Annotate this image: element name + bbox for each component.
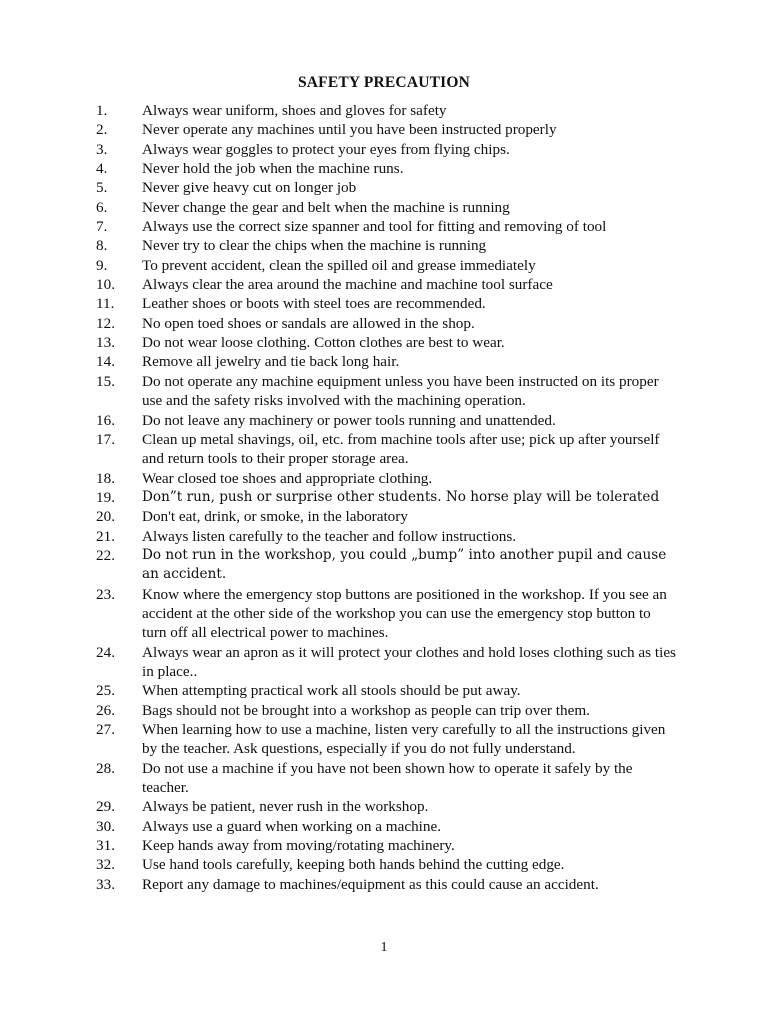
item-number: 17. — [96, 430, 115, 448]
item-text: Never try to clear the chips when the machine is running — [142, 237, 487, 255]
item-number: 6. — [96, 198, 108, 216]
item-text: Do not leave any machinery or power tools running and unattended. — [142, 411, 556, 429]
list-item — [0, 855, 677, 874]
item-number: 25. — [96, 682, 115, 700]
item-number: 8. — [96, 237, 108, 255]
list-item — [0, 681, 677, 700]
item-text: When attempting practical work all stools should be put away. — [142, 682, 521, 700]
list-item — [0, 701, 677, 720]
item-text: Never operate any machines until you have been instructed properly — [142, 121, 557, 139]
list-item — [0, 101, 677, 120]
safety-precaution-list — [0, 101, 677, 894]
item-text: Remove all jewelry and tie back long hair. — [142, 353, 400, 371]
item-number: 2. — [96, 121, 108, 139]
item-number: 5. — [96, 179, 108, 197]
item-number: 23. — [96, 585, 115, 603]
item-text: Never give heavy cut on longer job — [142, 179, 357, 197]
item-text: Always use a guard when working on a machine. — [142, 817, 442, 835]
item-number: 11. — [96, 295, 115, 313]
item-text: Leather shoes or boots with steel toes are recommended. — [142, 295, 486, 313]
list-item — [0, 875, 677, 894]
list-item — [0, 643, 677, 682]
list-item — [0, 759, 677, 798]
list-item — [0, 546, 677, 585]
list-item — [0, 198, 677, 217]
item-number: 24. — [96, 643, 115, 661]
item-number: 30. — [96, 817, 115, 835]
list-item — [0, 294, 677, 313]
item-number: 20. — [96, 508, 115, 526]
list-item — [0, 256, 677, 275]
item-number: 19. — [96, 488, 115, 506]
item-text: Always wear an apron as it will protect your clothes and hold loses clothing such as ties in place.. — [142, 643, 676, 680]
item-text: Bags should not be brought into a workshop as people can trip over them. — [142, 701, 590, 719]
list-item — [0, 236, 677, 255]
item-number: 9. — [96, 256, 108, 274]
list-item — [0, 333, 677, 352]
item-text: Always wear goggles to protect your eyes from flying chips. — [142, 140, 510, 158]
item-text: Never change the gear and belt when the machine is running — [142, 198, 510, 216]
item-number: 16. — [96, 411, 115, 429]
list-item — [0, 178, 677, 197]
list-item — [0, 836, 677, 855]
item-text: Clean up metal shavings, oil, etc. from machine tools after use; pick up after yourself and return tools to their proper storage area. — [142, 430, 660, 468]
item-text: Keep hands away from moving/rotating machinery. — [142, 837, 455, 855]
document-title: SAFETY PRECAUTION — [297, 74, 471, 91]
item-text: Do not use a machine if you have not been shown how to operate it safely by the teacher. — [142, 759, 633, 797]
item-text: Do not operate any machine equipment unless you have been instructed on its proper use and the safety risks involved with the machining operation. — [142, 372, 659, 410]
item-number: 32. — [96, 856, 115, 874]
item-text: Report any damage to machines/equipment as this could cause an accident. — [142, 875, 599, 893]
item-text: To prevent accident, clean the spilled oil and grease immediately — [142, 256, 536, 274]
item-text: Always wear uniform, shoes and gloves for safety — [142, 102, 447, 119]
item-text: No open toed shoes or sandals are allowed in the shop. — [142, 314, 475, 332]
item-text: When learning how to use a machine, listen very carefully to all the instructions given by the teacher. Ask questions, especially if you do not fully understand. — [142, 721, 666, 758]
item-number: 3. — [96, 140, 108, 158]
list-item — [0, 817, 677, 836]
list-item — [0, 411, 677, 430]
list-item — [0, 140, 677, 159]
item-number: 31. — [96, 837, 115, 855]
item-text: Never hold the job when the machine runs. — [142, 160, 404, 178]
item-number: 29. — [96, 798, 115, 816]
item-text: Use hand tools carefully, keeping both hands behind the cutting edge. — [142, 856, 565, 874]
item-number: 22. — [96, 546, 115, 564]
list-item — [0, 469, 677, 488]
item-number: 10. — [96, 276, 115, 294]
list-item — [0, 507, 677, 526]
list-item — [0, 120, 677, 139]
list-item — [0, 217, 677, 236]
item-number: 12. — [96, 314, 115, 332]
item-number: 21. — [96, 527, 115, 545]
item-text: Do not run in the workshop, you could „bump” into another pupil and cause an accident. — [142, 546, 667, 583]
list-item — [0, 352, 677, 371]
item-number: 26. — [96, 701, 115, 719]
item-number: 14. — [96, 353, 115, 371]
item-number: 18. — [96, 469, 115, 487]
item-number: 4. — [96, 160, 108, 178]
item-text: Don”t run, push or surprise other students. No horse play will be tolerated — [142, 488, 660, 505]
item-text: Don't eat, drink, or smoke, in the laboratory — [142, 508, 408, 526]
item-number: 28. — [96, 759, 115, 777]
list-item — [0, 585, 677, 643]
list-item — [0, 159, 677, 178]
list-item — [0, 797, 677, 816]
item-number: 15. — [96, 372, 115, 390]
item-text: Do not wear loose clothing. Cotton clothes are best to wear. — [142, 334, 505, 352]
item-number: 13. — [96, 334, 115, 352]
list-item — [0, 527, 677, 546]
item-text: Wear closed toe shoes and appropriate clothing. — [142, 469, 433, 487]
list-item — [0, 275, 677, 294]
item-number: 27. — [96, 721, 115, 738]
item-text: Always use the correct size spanner and tool for fitting and removing of tool — [142, 218, 607, 236]
list-item — [0, 430, 677, 469]
item-text: Always listen carefully to the teacher and follow instructions. — [142, 527, 517, 545]
list-item — [0, 720, 677, 759]
list-item — [0, 314, 677, 333]
item-number: 1. — [96, 102, 108, 119]
list-item — [0, 372, 677, 411]
item-text: Always clear the area around the machine and machine tool surface — [142, 276, 553, 294]
list-item — [0, 488, 677, 507]
item-number: 7. — [96, 218, 108, 236]
page-number: 1 — [380, 940, 388, 955]
item-text: Always be patient, never rush in the workshop. — [142, 798, 429, 816]
item-text: Know where the emergency stop buttons are positioned in the workshop. If you see an accident at the other side of the workshop you can use the emergency stop button to turn off all electrical power to machines. — [142, 585, 667, 642]
item-number: 33. — [96, 875, 115, 893]
